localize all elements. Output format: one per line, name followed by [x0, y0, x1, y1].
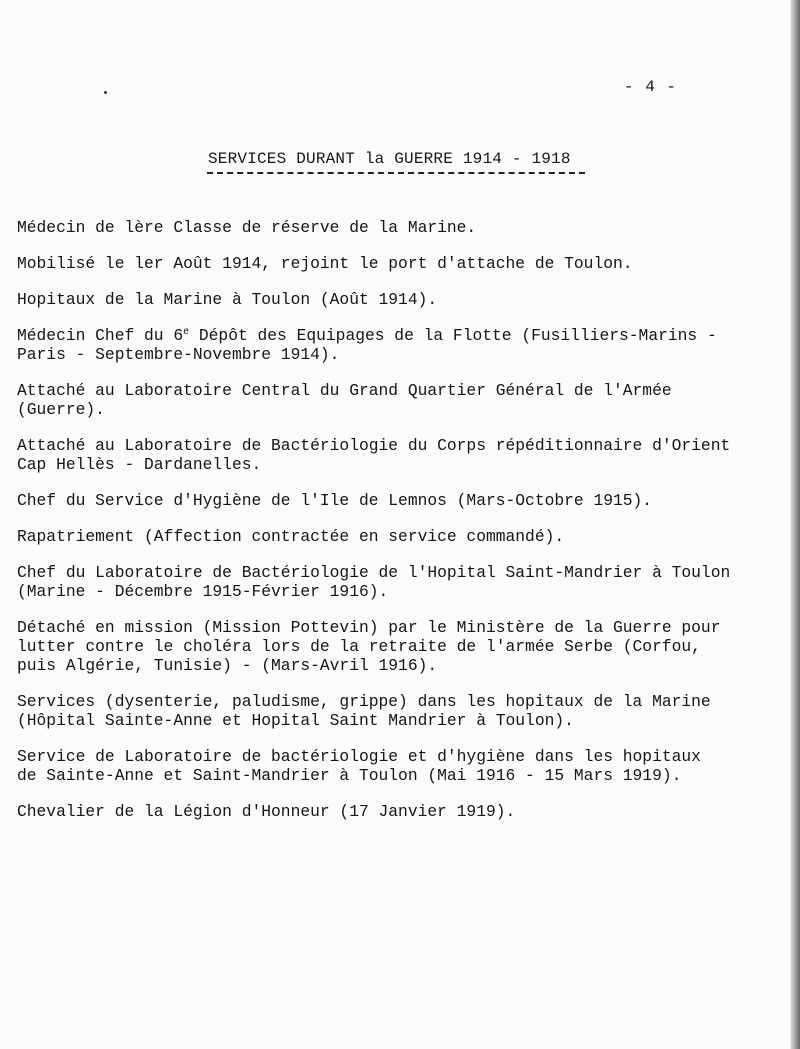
service-entry [17, 491, 777, 510]
service-entry [17, 326, 777, 364]
entry-line: Rapatriement (Affection contractée en service commandé). [17, 527, 565, 546]
service-entry [17, 802, 777, 821]
service-entry [17, 527, 777, 546]
entry-line: de Sainte-Anne et Saint-Mandrier à Toulon (Mai 1916 - 15 Mars 1919). [17, 766, 682, 785]
entry-line: Cap Hellès - Dardanelles. [17, 455, 262, 474]
section-title: SERVICES DURANT la GUERRE 1914 - 1918 [208, 150, 571, 168]
ordinal-superscript: e [183, 327, 190, 338]
title-underline [207, 172, 585, 174]
service-entry [17, 290, 777, 309]
service-entry [17, 747, 777, 785]
entry-line: Attaché au Laboratoire Central du Grand Quartier Général de l'Armée [17, 381, 672, 400]
entry-text: Médecin Chef du 6 [17, 326, 184, 345]
entry-text: Dépôt des Equipages de la Flotte (Fusilliers-Marins - [189, 326, 717, 345]
service-entry [17, 381, 777, 419]
service-entry [17, 436, 777, 474]
entry-line: (Guerre). [17, 400, 105, 419]
entry-line: (Hôpital Sainte-Anne et Hopital Saint Mandrier à Toulon). [17, 711, 574, 730]
entry-line: Chef du Service d'Hygiène de l'Ile de Lemnos (Mars-Octobre 1915). [17, 491, 653, 510]
service-entry [17, 692, 777, 730]
entry-line: Médecin de lère Classe de réserve de la Marine. [17, 218, 477, 237]
service-entry [17, 254, 777, 273]
service-entry [17, 563, 777, 601]
entry-line: Attaché au Laboratoire de Bactériologie du Corps répéditionnaire d'Orient [17, 436, 731, 455]
entry-line: Service de Laboratoire de bactériologie et d'hygiène dans les hopitaux [17, 747, 701, 766]
entry-line: Hopitaux de la Marine à Toulon (Août 1914). [17, 290, 438, 309]
scan-speck [104, 91, 107, 94]
service-entry [17, 218, 777, 237]
page-edge-shadow [790, 0, 800, 1049]
entry-line: puis Algérie, Tunisie) - (Mars-Avril 1916). [17, 656, 438, 675]
entry-line: Chef du Laboratoire de Bactériologie de l'Hopital Saint-Mandrier à Toulon [17, 563, 731, 582]
entry-line: Mobilisé le ler Août 1914, rejoint le port d'attache de Toulon. [17, 254, 633, 273]
entry-line [17, 326, 777, 345]
entry-line: (Marine - Décembre 1915-Février 1916). [17, 582, 389, 601]
service-entries [17, 218, 777, 838]
service-entry [17, 618, 777, 675]
entry-line: Détaché en mission (Mission Pottevin) par le Ministère de la Guerre pour [17, 618, 721, 637]
entry-line: Chevalier de la Légion d'Honneur (17 Janvier 1919). [17, 802, 516, 821]
entry-line: Paris - Septembre-Novembre 1914). [17, 345, 340, 364]
entry-line: lutter contre le choléra lors de la retraite de l'armée Serbe (Corfou, [17, 637, 701, 656]
page-number: - 4 - [624, 78, 678, 96]
entry-line: Services (dysenterie, paludisme, grippe) dans les hopitaux de la Marine [17, 692, 711, 711]
